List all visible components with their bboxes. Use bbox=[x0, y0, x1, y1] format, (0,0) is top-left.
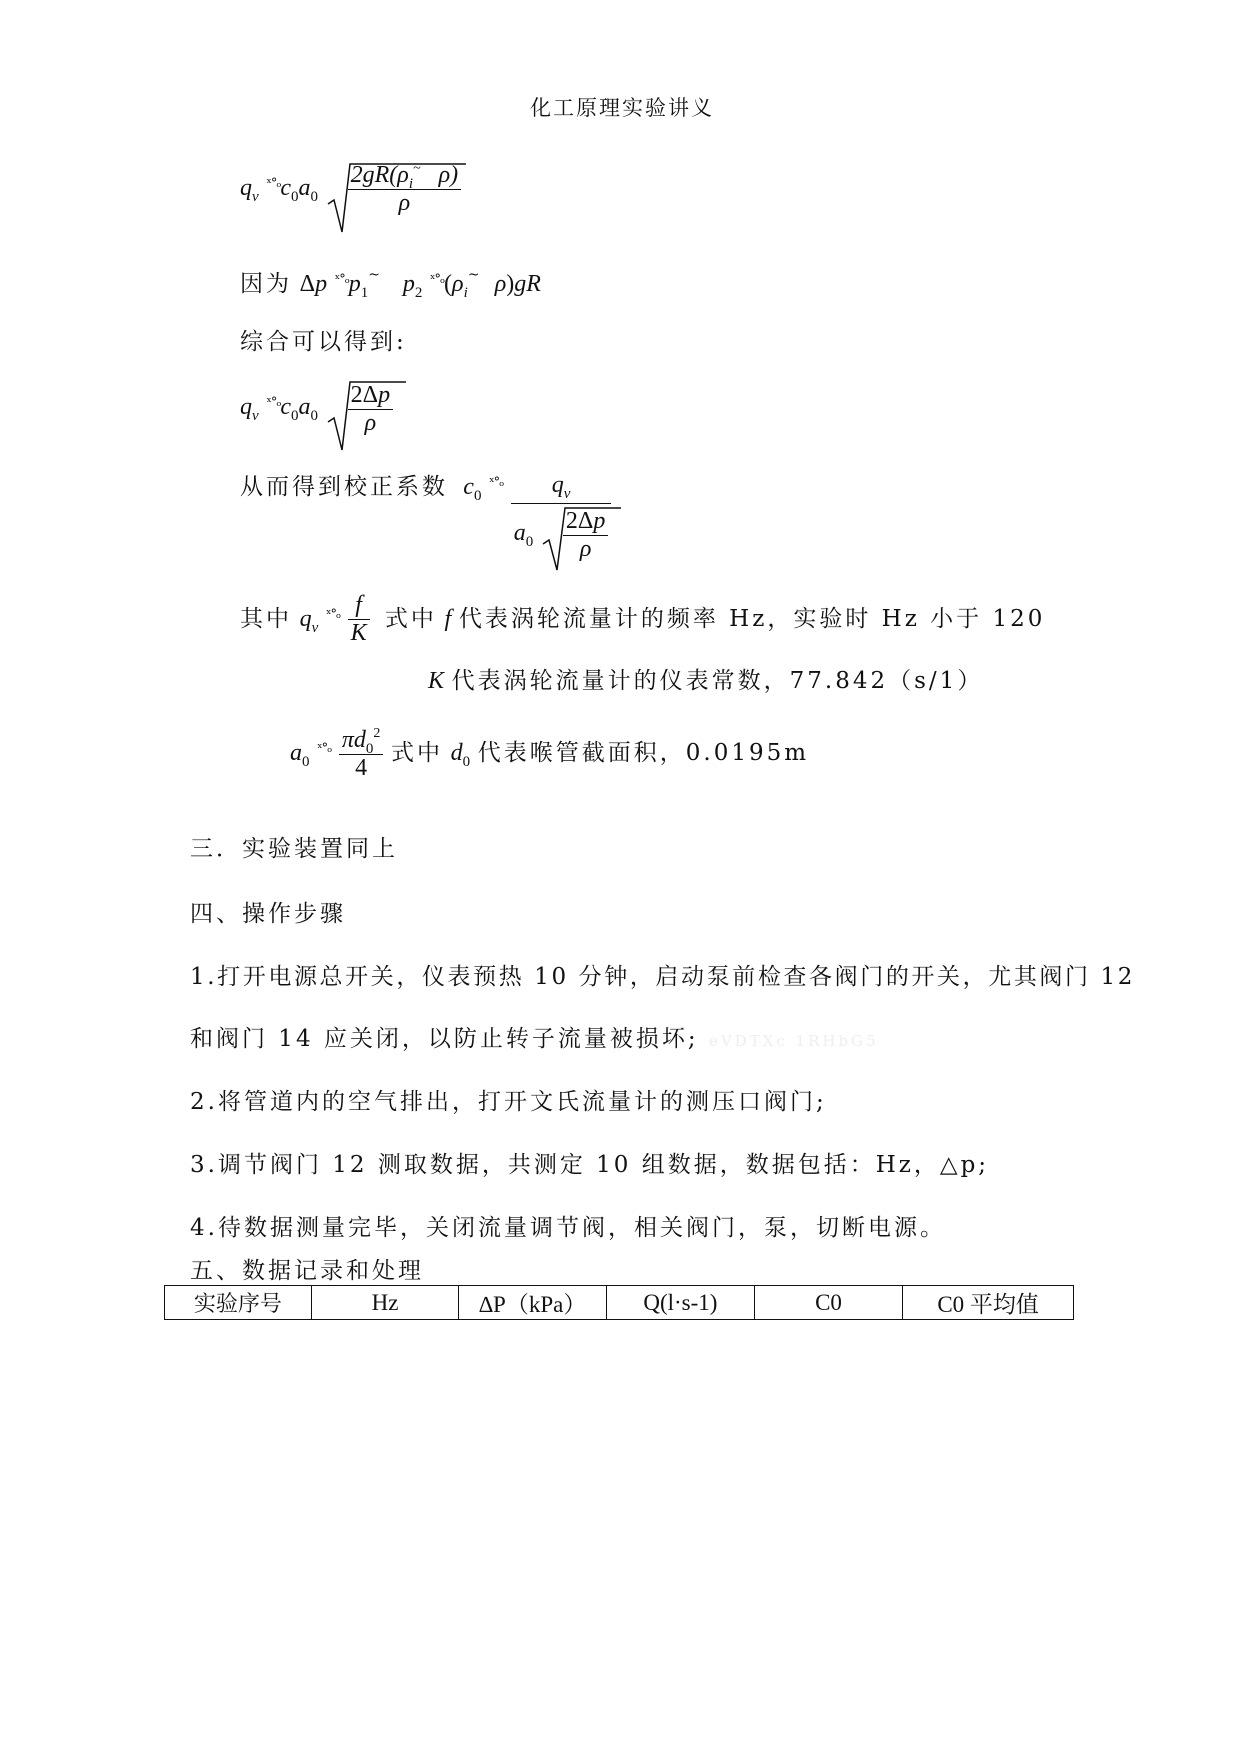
table-header-cell: Q(l·s-1) bbox=[607, 1286, 755, 1320]
formula-coefficient: 从而得到校正系数 $c_0$ $^{ˣ^\circ_o}$ $q_v$ $a_0$ $\frac{2\Delta p}{\rho}$ bbox=[240, 472, 611, 563]
table-header-cell: C0 bbox=[754, 1286, 902, 1320]
formula-flow-rate: $q_v$ $^{ˣ^\circ_o}c_0a_0$ $\frac{2gR(\rho_i^\sim \rho)}{\rho}$ bbox=[240, 160, 461, 217]
page-header: 化工原理实验讲义 bbox=[530, 96, 714, 120]
formula-pressure-diff: 因为 Δp $^{ˣ^\circ_o}p_1^\sim$ $p_2$ $^{ˣ^\circ_o}(\rho_i^\sim$ ρ)gR bbox=[240, 267, 541, 301]
data-table bbox=[164, 1285, 1074, 1320]
table-header-cell: ∆P（kPa） bbox=[459, 1286, 607, 1320]
formula-flow-rate-simplified: $q_v$ $^{ˣ^\circ_o}c_0a_0$ $\frac{2\Delta p}{\rho}$ bbox=[240, 378, 393, 437]
step-1-line-1: 1.打开电源总开关，仪表预热 10 分钟，启动泵前检查各阀门的开关，尤其阀门 12 bbox=[190, 964, 1136, 990]
combine-label: 综合可以得到: bbox=[240, 329, 407, 355]
section-data-record: 五、数据记录和处理 bbox=[190, 1258, 424, 1284]
k-description: K 代表涡轮流量计的仪表常数，77.842（s/1） bbox=[428, 668, 984, 694]
formula-throat-area: $a_0$ $^{ˣ^\circ_o}$ $\frac{\pi d_0^2}{4}$ 式中 $d_0$ 代表喉管截面积，0.0195m bbox=[290, 726, 810, 781]
section-apparatus: 三．实验装置同上 bbox=[190, 836, 398, 862]
table-header-cell: Hz bbox=[311, 1286, 458, 1320]
step-4: 4.待数据测量完毕，关闭流量调节阀，相关阀门，泵，切断电源。 bbox=[190, 1215, 946, 1241]
table-header-cell: C0 平均值 bbox=[903, 1286, 1074, 1320]
section-procedure: 四、操作步骤 bbox=[190, 901, 346, 927]
sqrt-symbol: $\frac{2gR(\rho_i^\sim \rho)}{\rho}$ bbox=[326, 160, 461, 217]
sqrt-symbol: $\frac{2\Delta p}{\rho}$ bbox=[541, 504, 608, 563]
sqrt-symbol: $\frac{2\Delta p}{\rho}$ bbox=[326, 378, 393, 437]
step-1-line-2: 和阀门 14 应关闭，以防止转子流量被损坏; eVDTXc 1RHbG5 bbox=[190, 1026, 879, 1052]
table-header-cell: 实验序号 bbox=[165, 1286, 312, 1320]
watermark: eVDTXc 1RHbG5 bbox=[708, 1032, 879, 1050]
table-header-row bbox=[165, 1286, 1074, 1320]
step-3: 3.调节阀门 12 测取数据，共测定 10 组数据，数据包括：Hz，△p; bbox=[190, 1152, 990, 1178]
formula-turbine-flow: 其中 $q_v$ $^{ˣ^\circ_o}$ $\frac{f}{K}$ 式中 f 代表涡轮流量计的频率 Hz，实验时 Hz 小于 120 bbox=[240, 592, 1046, 646]
step-2: 2.将管道内的空气排出，打开文氏流量计的测压口阀门; bbox=[190, 1089, 827, 1115]
